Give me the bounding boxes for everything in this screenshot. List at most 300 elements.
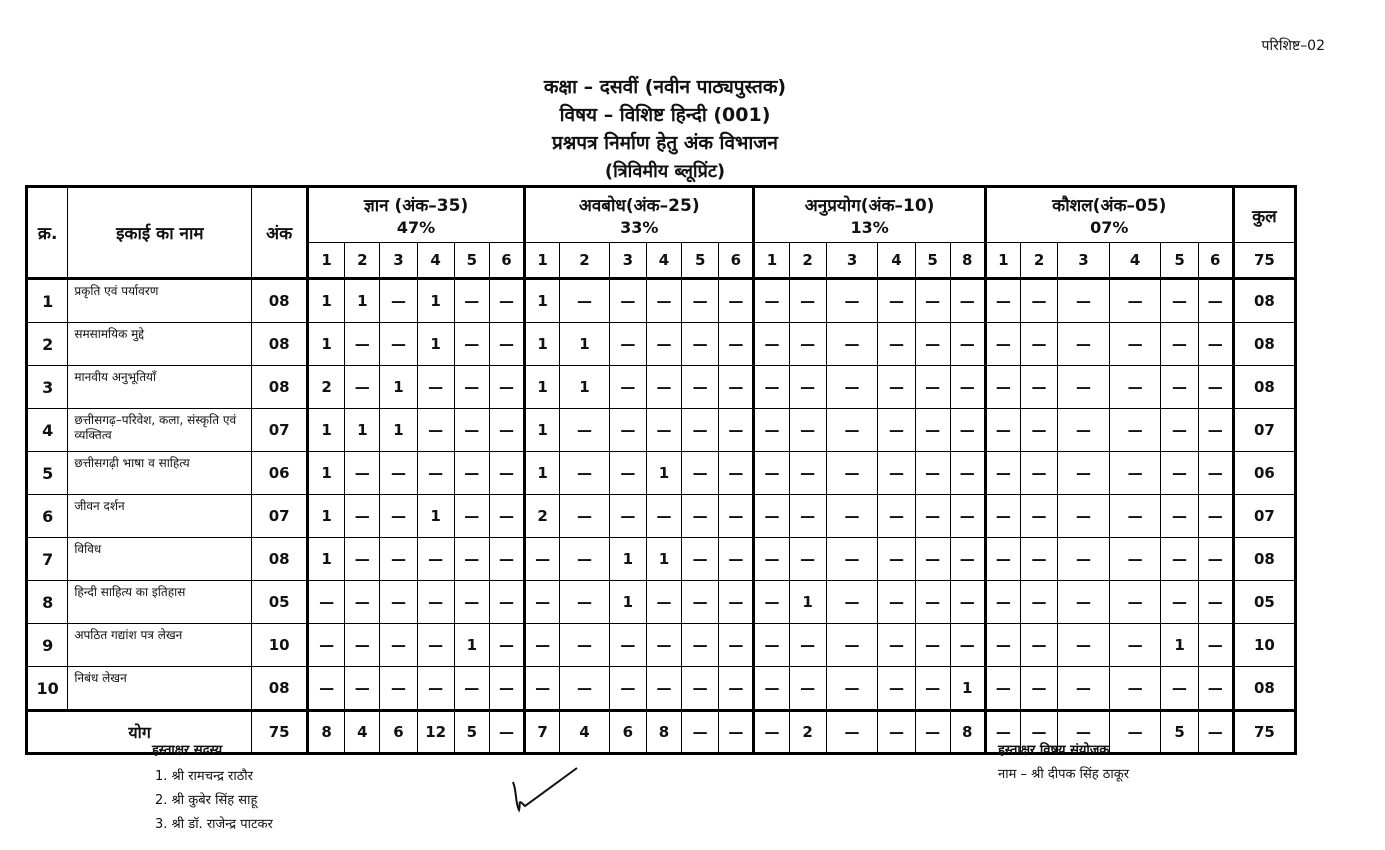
handwritten-signature bbox=[505, 762, 585, 817]
row-cell: — bbox=[789, 495, 826, 538]
row-cell: — bbox=[950, 624, 985, 667]
row-cell: — bbox=[985, 366, 1020, 409]
total-cell: 12 bbox=[417, 711, 454, 754]
row-cell: — bbox=[417, 452, 454, 495]
total-marks: 75 bbox=[252, 711, 308, 754]
heading-subtitle: (त्रिविमीय ब्लूप्रिंट) bbox=[604, 161, 726, 182]
row-cell: — bbox=[454, 279, 489, 323]
row-cell: 1 bbox=[525, 366, 560, 409]
row-cell: — bbox=[308, 667, 345, 711]
row-cell: — bbox=[754, 624, 789, 667]
question-number-cell: 4 bbox=[1109, 243, 1161, 279]
total-cell: 4 bbox=[345, 711, 380, 754]
row-cell: — bbox=[1058, 323, 1110, 366]
row-cell: — bbox=[380, 624, 417, 667]
row-cell: — bbox=[754, 667, 789, 711]
row-serial: 7 bbox=[27, 538, 68, 581]
row-cell: — bbox=[489, 581, 524, 624]
table-row bbox=[27, 538, 1296, 581]
row-cell: — bbox=[345, 452, 380, 495]
total-cell: 7 bbox=[525, 711, 560, 754]
table-row bbox=[27, 581, 1296, 624]
total-cell: — bbox=[754, 711, 789, 754]
row-cell: — bbox=[417, 366, 454, 409]
row-cell: — bbox=[915, 581, 950, 624]
row-cell: — bbox=[417, 667, 454, 711]
total-cell: 6 bbox=[609, 711, 646, 754]
row-cell: 1 bbox=[525, 323, 560, 366]
question-number-cell: 2 bbox=[789, 243, 826, 279]
question-number-cell: 6 bbox=[719, 243, 754, 279]
row-cell: — bbox=[826, 624, 878, 667]
domain-header-knowledge bbox=[308, 187, 525, 243]
domain-header-understanding bbox=[525, 187, 754, 243]
row-cell: — bbox=[1198, 667, 1233, 711]
question-number-cell: 3 bbox=[380, 243, 417, 279]
table-row bbox=[27, 409, 1296, 452]
col-marks-header: अंक bbox=[252, 187, 308, 279]
domain-name: अनुप्रयोग(अंक–10) bbox=[804, 196, 935, 216]
row-cell: 1 bbox=[380, 409, 417, 452]
row-cell: — bbox=[754, 538, 789, 581]
row-cell: — bbox=[560, 409, 610, 452]
row-cell: — bbox=[826, 452, 878, 495]
row-cell: — bbox=[878, 624, 915, 667]
row-cell: — bbox=[646, 323, 681, 366]
row-cell: — bbox=[950, 409, 985, 452]
row-cell: — bbox=[789, 409, 826, 452]
row-cell: — bbox=[878, 581, 915, 624]
row-cell: — bbox=[380, 279, 417, 323]
row-cell: — bbox=[1161, 279, 1198, 323]
row-cell: — bbox=[915, 452, 950, 495]
row-unit-name: हिन्दी साहित्य का इतिहास bbox=[68, 581, 252, 624]
row-cell: — bbox=[560, 279, 610, 323]
row-cell: — bbox=[950, 495, 985, 538]
row-cell: — bbox=[1109, 366, 1161, 409]
row-cell: — bbox=[1161, 667, 1198, 711]
row-cell: — bbox=[682, 581, 719, 624]
row-cell: — bbox=[915, 323, 950, 366]
row-cell: 1 bbox=[646, 452, 681, 495]
row-cell: — bbox=[719, 409, 754, 452]
row-cell: — bbox=[826, 366, 878, 409]
row-cell: — bbox=[1198, 366, 1233, 409]
row-total: 08 bbox=[1233, 323, 1295, 366]
row-cell: — bbox=[646, 366, 681, 409]
question-number-cell: 1 bbox=[754, 243, 789, 279]
row-total: 08 bbox=[1233, 366, 1295, 409]
row-cell: — bbox=[915, 538, 950, 581]
row-cell: — bbox=[826, 409, 878, 452]
row-cell: — bbox=[826, 495, 878, 538]
row-cell: — bbox=[1198, 409, 1233, 452]
row-cell: 1 bbox=[1161, 624, 1198, 667]
row-unit-name: प्रकृति एवं पर्यावरण bbox=[68, 279, 252, 323]
total-cell: — bbox=[489, 711, 524, 754]
row-unit-name: निबंध लेखन bbox=[68, 667, 252, 711]
domain-header-skill bbox=[985, 187, 1233, 243]
row-cell: — bbox=[682, 279, 719, 323]
row-cell: 1 bbox=[525, 279, 560, 323]
question-number-cell: 3 bbox=[826, 243, 878, 279]
total-cell: — bbox=[1109, 711, 1161, 754]
row-cell: — bbox=[345, 538, 380, 581]
row-cell: — bbox=[380, 538, 417, 581]
row-cell: 1 bbox=[308, 409, 345, 452]
row-cell: — bbox=[380, 667, 417, 711]
row-serial: 8 bbox=[27, 581, 68, 624]
row-cell: — bbox=[1020, 581, 1057, 624]
question-number-cell: 6 bbox=[489, 243, 524, 279]
row-cell: — bbox=[609, 279, 646, 323]
row-cell: — bbox=[1020, 667, 1057, 711]
row-unit-name: छत्तीसगढ़–परिवेश, कला, संस्कृति एवं व्यक्तित्व bbox=[68, 409, 252, 452]
question-number-cell: 8 bbox=[950, 243, 985, 279]
row-cell: — bbox=[1020, 495, 1057, 538]
row-serial: 2 bbox=[27, 323, 68, 366]
question-number-cell: 5 bbox=[454, 243, 489, 279]
row-cell: — bbox=[560, 452, 610, 495]
row-cell: 1 bbox=[950, 667, 985, 711]
row-cell: 1 bbox=[308, 323, 345, 366]
row-cell: — bbox=[609, 409, 646, 452]
total-label: योग bbox=[27, 711, 252, 754]
total-cell: — bbox=[719, 711, 754, 754]
row-cell: — bbox=[1198, 495, 1233, 538]
row-cell: — bbox=[915, 495, 950, 538]
row-cell: — bbox=[345, 667, 380, 711]
row-cell: — bbox=[878, 667, 915, 711]
row-cell: — bbox=[1058, 581, 1110, 624]
row-cell: 1 bbox=[609, 581, 646, 624]
row-cell: — bbox=[1058, 409, 1110, 452]
question-number-cell: 4 bbox=[646, 243, 681, 279]
row-cell: — bbox=[1109, 667, 1161, 711]
table-row bbox=[27, 323, 1296, 366]
row-cell: — bbox=[489, 366, 524, 409]
row-cell: — bbox=[950, 366, 985, 409]
row-total: 07 bbox=[1233, 409, 1295, 452]
row-cell: — bbox=[609, 667, 646, 711]
total-cell: — bbox=[915, 711, 950, 754]
row-cell: — bbox=[1198, 452, 1233, 495]
row-cell: — bbox=[1198, 323, 1233, 366]
question-number-cell: 5 bbox=[682, 243, 719, 279]
row-cell: 1 bbox=[525, 409, 560, 452]
row-cell: — bbox=[525, 538, 560, 581]
row-total: 08 bbox=[1233, 279, 1295, 323]
row-cell: — bbox=[682, 495, 719, 538]
row-cell: — bbox=[345, 366, 380, 409]
row-cell: — bbox=[878, 366, 915, 409]
row-cell: — bbox=[489, 624, 524, 667]
row-cell: — bbox=[1109, 495, 1161, 538]
row-cell: — bbox=[489, 409, 524, 452]
row-cell: 1 bbox=[560, 366, 610, 409]
row-cell: — bbox=[609, 366, 646, 409]
row-cell: — bbox=[719, 323, 754, 366]
row-cell: — bbox=[985, 323, 1020, 366]
row-marks: 07 bbox=[252, 495, 308, 538]
heading-title: प्रश्नपत्र निर्माण हेतु अंक विभाजन bbox=[552, 132, 778, 154]
row-cell: — bbox=[1161, 581, 1198, 624]
row-cell: — bbox=[719, 452, 754, 495]
row-cell: 1 bbox=[789, 581, 826, 624]
row-cell: — bbox=[560, 495, 610, 538]
row-cell: 1 bbox=[345, 409, 380, 452]
row-cell: 1 bbox=[560, 323, 610, 366]
row-cell: — bbox=[826, 323, 878, 366]
row-cell: — bbox=[985, 624, 1020, 667]
question-number-cell: 1 bbox=[985, 243, 1020, 279]
row-serial: 1 bbox=[27, 279, 68, 323]
row-cell: — bbox=[789, 366, 826, 409]
row-cell: — bbox=[1161, 452, 1198, 495]
row-unit-name: जीवन दर्शन bbox=[68, 495, 252, 538]
row-cell: — bbox=[719, 495, 754, 538]
row-cell: — bbox=[1109, 323, 1161, 366]
row-marks: 08 bbox=[252, 366, 308, 409]
row-total: 06 bbox=[1233, 452, 1295, 495]
row-cell: — bbox=[682, 538, 719, 581]
heading-subject: विषय – विशिष्ट हिन्दी (001) bbox=[559, 104, 771, 126]
domain-name: कौशल(अंक–05) bbox=[1052, 196, 1167, 216]
question-number-cell: 4 bbox=[417, 243, 454, 279]
row-unit-name: अपठित गद्यांश पत्र लेखन bbox=[68, 624, 252, 667]
row-cell: — bbox=[754, 452, 789, 495]
row-cell: — bbox=[489, 279, 524, 323]
col-unit-header: इकाई का नाम bbox=[68, 187, 252, 279]
table-row bbox=[27, 366, 1296, 409]
coordinator-name: नाम – श्री दीपक सिंह ठाकूर bbox=[998, 767, 1130, 782]
row-cell: — bbox=[454, 452, 489, 495]
row-cell: — bbox=[950, 538, 985, 581]
total-cell: 2 bbox=[789, 711, 826, 754]
question-number-cell: 1 bbox=[525, 243, 560, 279]
row-total: 07 bbox=[1233, 495, 1295, 538]
row-cell: — bbox=[560, 581, 610, 624]
grand-total: 75 bbox=[1233, 711, 1295, 754]
row-cell: — bbox=[719, 366, 754, 409]
row-total: 08 bbox=[1233, 667, 1295, 711]
row-cell: — bbox=[950, 279, 985, 323]
total-cell: — bbox=[1198, 711, 1233, 754]
row-cell: — bbox=[915, 624, 950, 667]
row-cell: — bbox=[525, 624, 560, 667]
row-marks: 10 bbox=[252, 624, 308, 667]
row-cell: — bbox=[1020, 323, 1057, 366]
row-cell: — bbox=[826, 667, 878, 711]
row-cell: — bbox=[1161, 366, 1198, 409]
row-cell: — bbox=[915, 409, 950, 452]
row-cell: 1 bbox=[308, 279, 345, 323]
row-cell: — bbox=[754, 366, 789, 409]
row-cell: — bbox=[1020, 452, 1057, 495]
row-cell: — bbox=[682, 409, 719, 452]
row-cell: — bbox=[380, 581, 417, 624]
row-cell: — bbox=[1058, 624, 1110, 667]
question-number-cell: 2 bbox=[560, 243, 610, 279]
header-total-cell: 75 bbox=[1233, 243, 1295, 279]
row-cell: — bbox=[454, 581, 489, 624]
row-cell: — bbox=[1109, 538, 1161, 581]
row-cell: — bbox=[719, 667, 754, 711]
row-marks: 08 bbox=[252, 667, 308, 711]
row-cell: — bbox=[754, 279, 789, 323]
row-unit-name: समसामयिक मुद्दे bbox=[68, 323, 252, 366]
row-cell: — bbox=[1198, 581, 1233, 624]
row-cell: — bbox=[1058, 452, 1110, 495]
row-cell: 1 bbox=[525, 452, 560, 495]
total-cell: 8 bbox=[950, 711, 985, 754]
member-name: 1. श्री रामचन्द्र राठौर bbox=[155, 769, 253, 784]
row-marks: 06 bbox=[252, 452, 308, 495]
row-cell: — bbox=[789, 538, 826, 581]
row-cell: — bbox=[489, 538, 524, 581]
row-cell: — bbox=[489, 323, 524, 366]
domain-percent: 13% bbox=[850, 218, 889, 237]
total-cell: — bbox=[1020, 711, 1057, 754]
row-cell: — bbox=[1058, 279, 1110, 323]
row-cell: — bbox=[985, 279, 1020, 323]
row-cell: — bbox=[826, 279, 878, 323]
question-number-cell: 1 bbox=[308, 243, 345, 279]
row-cell: — bbox=[380, 495, 417, 538]
total-cell: — bbox=[682, 711, 719, 754]
row-cell: 1 bbox=[417, 495, 454, 538]
domain-name: ज्ञान (अंक–35) bbox=[363, 196, 469, 216]
row-cell: — bbox=[454, 667, 489, 711]
row-cell: 1 bbox=[308, 452, 345, 495]
total-cell: — bbox=[1058, 711, 1110, 754]
row-cell: — bbox=[417, 538, 454, 581]
row-cell: — bbox=[308, 624, 345, 667]
row-cell: — bbox=[1198, 279, 1233, 323]
row-cell: — bbox=[1161, 323, 1198, 366]
table-row bbox=[27, 279, 1296, 323]
question-number-cell: 5 bbox=[1161, 243, 1198, 279]
row-cell: — bbox=[1058, 538, 1110, 581]
row-cell: — bbox=[489, 452, 524, 495]
row-unit-name: मानवीय अनुभूतियाँ bbox=[68, 366, 252, 409]
row-cell: — bbox=[345, 581, 380, 624]
row-cell: — bbox=[719, 581, 754, 624]
row-cell: — bbox=[826, 538, 878, 581]
row-marks: 08 bbox=[252, 538, 308, 581]
total-cell: — bbox=[985, 711, 1020, 754]
row-cell: — bbox=[1109, 409, 1161, 452]
row-cell: — bbox=[950, 452, 985, 495]
row-cell: — bbox=[646, 667, 681, 711]
row-cell: — bbox=[915, 667, 950, 711]
row-cell: — bbox=[985, 667, 1020, 711]
row-cell: — bbox=[985, 409, 1020, 452]
row-cell: — bbox=[754, 495, 789, 538]
row-cell: — bbox=[609, 452, 646, 495]
domain-percent: 33% bbox=[620, 218, 659, 237]
row-cell: 1 bbox=[308, 495, 345, 538]
row-cell: — bbox=[878, 495, 915, 538]
row-cell: — bbox=[682, 323, 719, 366]
row-cell: — bbox=[646, 624, 681, 667]
row-cell: 1 bbox=[417, 279, 454, 323]
question-number-cell: 3 bbox=[609, 243, 646, 279]
row-cell: — bbox=[719, 624, 754, 667]
row-cell: — bbox=[454, 366, 489, 409]
question-number-cell: 3 bbox=[1058, 243, 1110, 279]
row-cell: — bbox=[1020, 366, 1057, 409]
total-cell: 8 bbox=[308, 711, 345, 754]
row-cell: 2 bbox=[308, 366, 345, 409]
row-cell: 1 bbox=[308, 538, 345, 581]
row-cell: 1 bbox=[646, 538, 681, 581]
row-cell: — bbox=[719, 538, 754, 581]
total-cell: 6 bbox=[380, 711, 417, 754]
row-cell: — bbox=[826, 581, 878, 624]
total-cell: 5 bbox=[454, 711, 489, 754]
row-cell: — bbox=[878, 409, 915, 452]
row-cell: — bbox=[646, 409, 681, 452]
row-cell: — bbox=[417, 581, 454, 624]
row-serial: 5 bbox=[27, 452, 68, 495]
total-cell: — bbox=[878, 711, 915, 754]
question-number-cell: 5 bbox=[915, 243, 950, 279]
row-cell: — bbox=[489, 667, 524, 711]
row-marks: 08 bbox=[252, 279, 308, 323]
row-cell: — bbox=[345, 323, 380, 366]
total-cell: 5 bbox=[1161, 711, 1198, 754]
row-cell: — bbox=[646, 279, 681, 323]
row-cell: 1 bbox=[380, 366, 417, 409]
row-cell: — bbox=[454, 538, 489, 581]
row-cell: — bbox=[985, 581, 1020, 624]
row-cell: — bbox=[525, 581, 560, 624]
row-cell: — bbox=[417, 409, 454, 452]
row-cell: — bbox=[878, 452, 915, 495]
row-cell: — bbox=[754, 323, 789, 366]
row-unit-name: विविध bbox=[68, 538, 252, 581]
row-total: 05 bbox=[1233, 581, 1295, 624]
row-cell: — bbox=[1058, 366, 1110, 409]
row-cell: — bbox=[454, 495, 489, 538]
row-cell: — bbox=[1020, 624, 1057, 667]
row-cell: — bbox=[345, 624, 380, 667]
row-cell: — bbox=[1161, 495, 1198, 538]
domain-percent: 07% bbox=[1090, 218, 1129, 237]
row-cell: — bbox=[308, 581, 345, 624]
question-number-cell: 4 bbox=[878, 243, 915, 279]
total-cell: — bbox=[826, 711, 878, 754]
row-total: 08 bbox=[1233, 538, 1295, 581]
row-cell: — bbox=[380, 323, 417, 366]
row-serial: 6 bbox=[27, 495, 68, 538]
question-number-cell: 2 bbox=[345, 243, 380, 279]
coordinator-signature-title: हस्ताक्षर विषय संयोजक bbox=[998, 743, 1110, 758]
row-cell: — bbox=[719, 279, 754, 323]
row-cell: — bbox=[985, 452, 1020, 495]
row-cell: — bbox=[682, 452, 719, 495]
row-cell: — bbox=[560, 667, 610, 711]
row-cell: — bbox=[1109, 452, 1161, 495]
row-cell: — bbox=[878, 323, 915, 366]
row-cell: — bbox=[609, 495, 646, 538]
row-serial: 10 bbox=[27, 667, 68, 711]
domain-percent: 47% bbox=[396, 218, 436, 237]
table-row bbox=[27, 495, 1296, 538]
heading-class: कक्षा – दसवीं (नवीन पाठ्यपुस्तक) bbox=[543, 76, 787, 98]
row-unit-name: छत्तीसगढ़ी भाषा व साहित्य bbox=[68, 452, 252, 495]
